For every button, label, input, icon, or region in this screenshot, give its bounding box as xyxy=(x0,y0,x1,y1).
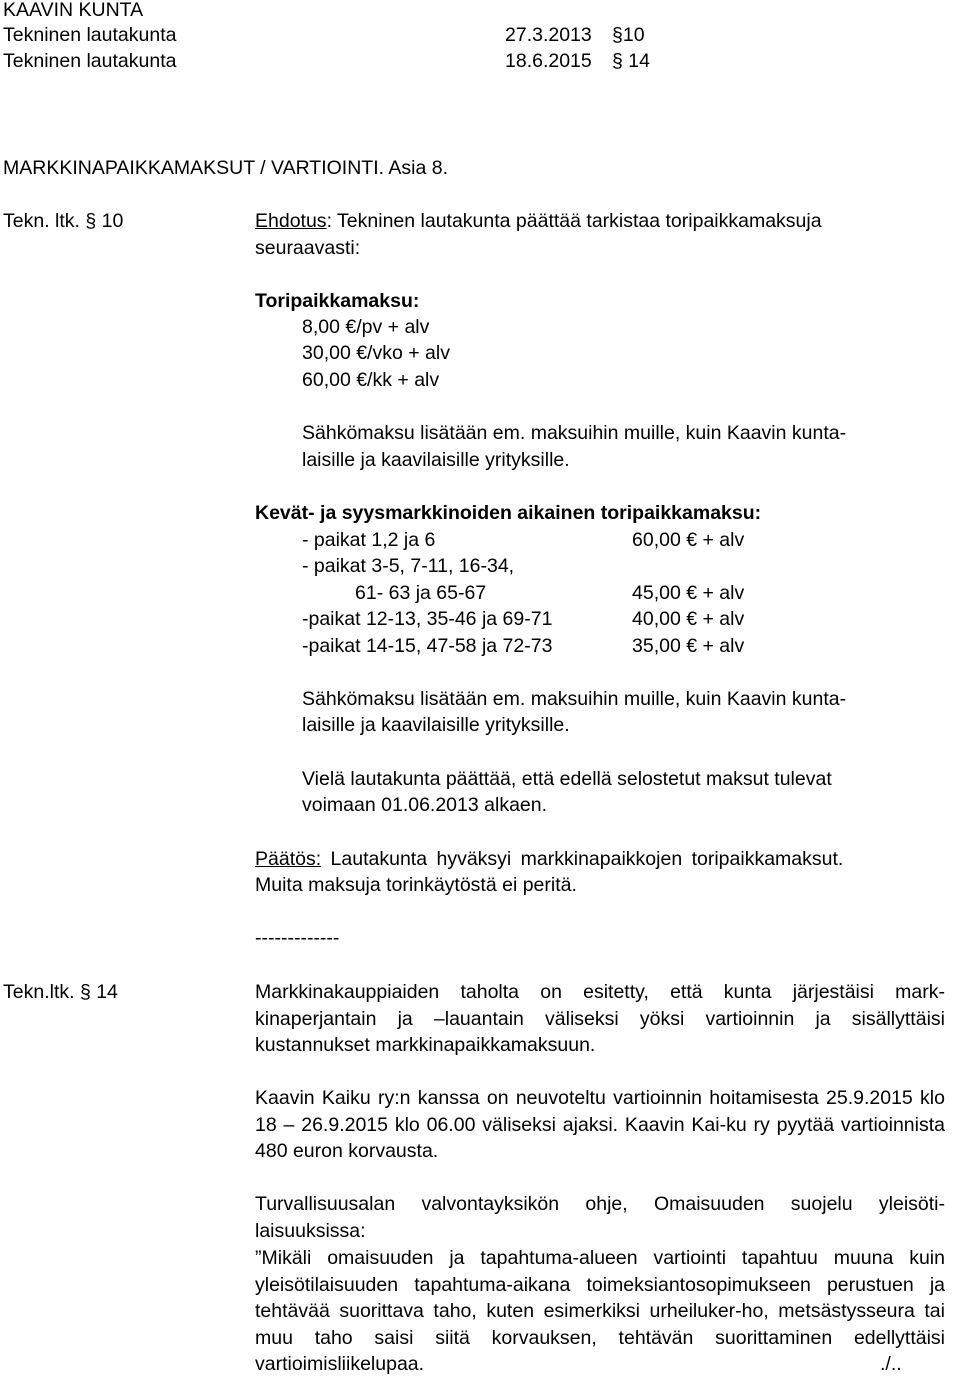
decision-label: Päätös: xyxy=(255,848,322,870)
proposal-cont: seuraavasti: xyxy=(255,237,361,259)
market-fee-heading: Kevät- ja syysmarkkinoiden aikainen toripaikkamaksu: xyxy=(255,502,762,524)
electricity-note-line1: Sähkömaksu lisätään em. maksuihin muille, kuin Kaavin kunta- xyxy=(302,422,847,444)
electricity-note2-line1: Sähkömaksu lisätään em. maksuihin muille, kuin Kaavin kunta- xyxy=(302,688,847,710)
market-price: 35,00 € + alv xyxy=(632,635,745,657)
electricity-note-line2: laisille ja kaavilaisille yrityksille. xyxy=(302,449,570,471)
proposal-line xyxy=(255,208,822,235)
fee-monthly: 60,00 €/kk + alv xyxy=(302,369,440,391)
decision-line xyxy=(255,846,958,873)
market-places: -paikat 12-13, 35-46 ja 69-71 xyxy=(302,608,553,630)
market-places: - paikat 3-5, 7-11, 16-34, xyxy=(302,555,515,577)
fee-heading: Toripaikkamaksu: xyxy=(255,290,420,312)
document-title: MARKKINAPAIKKAMAKSUT / VARTIOINTI. Asia 8. xyxy=(3,157,449,179)
continues-marker: ./.. xyxy=(880,1353,902,1375)
effective-line1: Vielä lautakunta päättää, että edellä selostetut maksut tulevat xyxy=(302,768,832,790)
fee-weekly: 30,00 €/vko + alv xyxy=(302,342,450,364)
header-date-2: 18.6.2015 xyxy=(505,50,592,72)
header-date-1: 27.3.2013 xyxy=(505,24,592,46)
header-board-1: Tekninen lautakunta xyxy=(3,24,177,46)
market-places: - paikat 1,2 ja 6 xyxy=(302,529,436,551)
section2-para3: Turvallisuusalan valvontayksikön ohje, Omaisuuden suojelu yleisöti-laisuuksissa: xyxy=(255,1193,945,1242)
section2-quote: ”Mikäli omaisuuden ja tapahtuma-alueen vartiointi tapahtuu muuna kuin yleisötilaisuuden tapahtuma-aikana toimeksiantosopimukseen perustuen ja tehtävää suorittava taho, kuten esimerkiksi urheiluker-ho, metsästysseura tai muu taho saisi siitä korvauksen, tehtävän suorittaminen edellyttäisi vartioimisliikelupaa. xyxy=(255,1247,945,1376)
market-price: 40,00 € + alv xyxy=(632,608,745,630)
effective-line2: voimaan 01.06.2013 alkaen. xyxy=(302,794,548,816)
fee-daily: 8,00 €/pv + alv xyxy=(302,316,430,338)
market-places: -paikat 14-15, 47-58 ja 72-73 xyxy=(302,635,553,657)
section2-para1: Markkinakauppiaiden taholta on esitetty, että kunta järjestäisi mark-kinaperjantain ja –lauantain väliseksi yöksi vartioinnin ja sisällyttäisi kustannukset markkinapaikkamaksuun. xyxy=(255,981,945,1057)
section2-para2: Kaavin Kaiku ry:n kanssa on neuvoteltu vartioinnin hoitamisesta 25.9.2015 klo 18 – 26.9.2015 klo 06.00 väliseksi ajaksi. Kaavin Kai-ku ry pyytää vartioinnista 480 euron korvausta. xyxy=(255,1087,945,1163)
market-price: 45,00 € + alv xyxy=(632,582,745,604)
section2-ref: Tekn.ltk. § 14 xyxy=(3,981,118,1003)
market-places: 61- 63 ja 65-67 xyxy=(355,582,487,604)
header-section-1: §10 xyxy=(612,24,645,46)
proposal-label: Ehdotus xyxy=(255,210,327,232)
decision-cont: Muita maksuja torinkäytöstä ei peritä. xyxy=(255,874,577,896)
header-board-2: Tekninen lautakunta xyxy=(3,50,177,72)
market-price: 60,00 € + alv xyxy=(632,529,745,551)
org-name: KAAVIN KUNTA xyxy=(3,0,144,21)
section1-ref: Tekn. ltk. § 10 xyxy=(3,210,124,232)
decision-text: Lautakunta hyväksyi markkinapaikkojen toripaikkamaksut. xyxy=(321,848,844,870)
electricity-note2-line2: laisille ja kaavilaisille yrityksille. xyxy=(302,714,570,736)
separator: ------------- xyxy=(255,927,340,949)
header-section-2: § 14 xyxy=(612,50,650,72)
proposal-text: : Tekninen lautakunta päättää tarkistaa toripaikkamaksuja xyxy=(326,210,822,232)
